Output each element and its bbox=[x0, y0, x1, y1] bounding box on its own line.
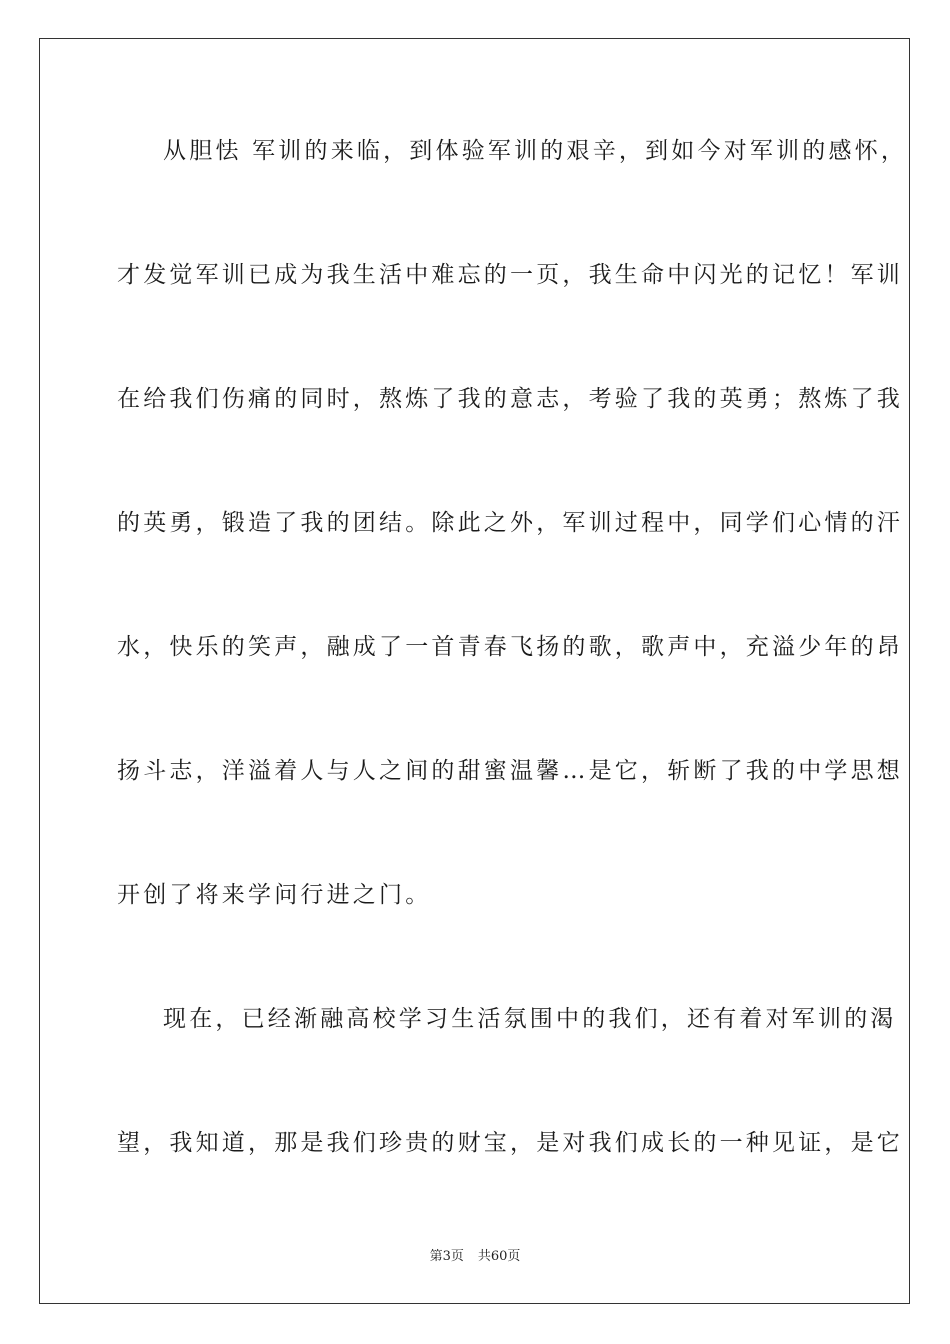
page-border bbox=[39, 38, 910, 1304]
page-total: 共60页 bbox=[477, 1249, 521, 1264]
paragraph-1-line-2: 才发觉军训已成为我生活中难忘的一页，我生命中闪光的记忆！军训 bbox=[117, 262, 903, 288]
paragraph-2-line-2: 望，我知道，那是我们珍贵的财宝，是对我们成长的一种见证，是它 bbox=[117, 1130, 903, 1156]
paragraph-2-line-1: 现在，已经渐融高校学习生活氛围中的我们，还有着对军训的渴 bbox=[163, 1006, 897, 1032]
paragraph-1-line-7: 开创了将来学问行进之门。 bbox=[117, 882, 432, 908]
paragraph-1-line-5: 水，快乐的笑声，融成了一首青春飞扬的歌，歌声中，充溢少年的昂 bbox=[117, 634, 903, 660]
paragraph-1-line-3: 在给我们伤痛的同时，熬炼了我的意志，考验了我的英勇；熬炼了我 bbox=[117, 386, 903, 412]
paragraph-1-line-6: 扬斗志，洋溢着人与人之间的甜蜜温馨…是它，斩断了我的中学思想 bbox=[117, 758, 903, 784]
page-number: 第3页 bbox=[429, 1249, 464, 1264]
paragraph-1-line-4: 的英勇，锻造了我的团结。除此之外，军训过程中，同学们心情的汗 bbox=[117, 510, 903, 536]
page-footer bbox=[0, 1248, 950, 1266]
paragraph-1-line-1: 从胆怯 军训的来临，到体验军训的艰辛，到如今对军训的感怀， bbox=[163, 138, 908, 164]
